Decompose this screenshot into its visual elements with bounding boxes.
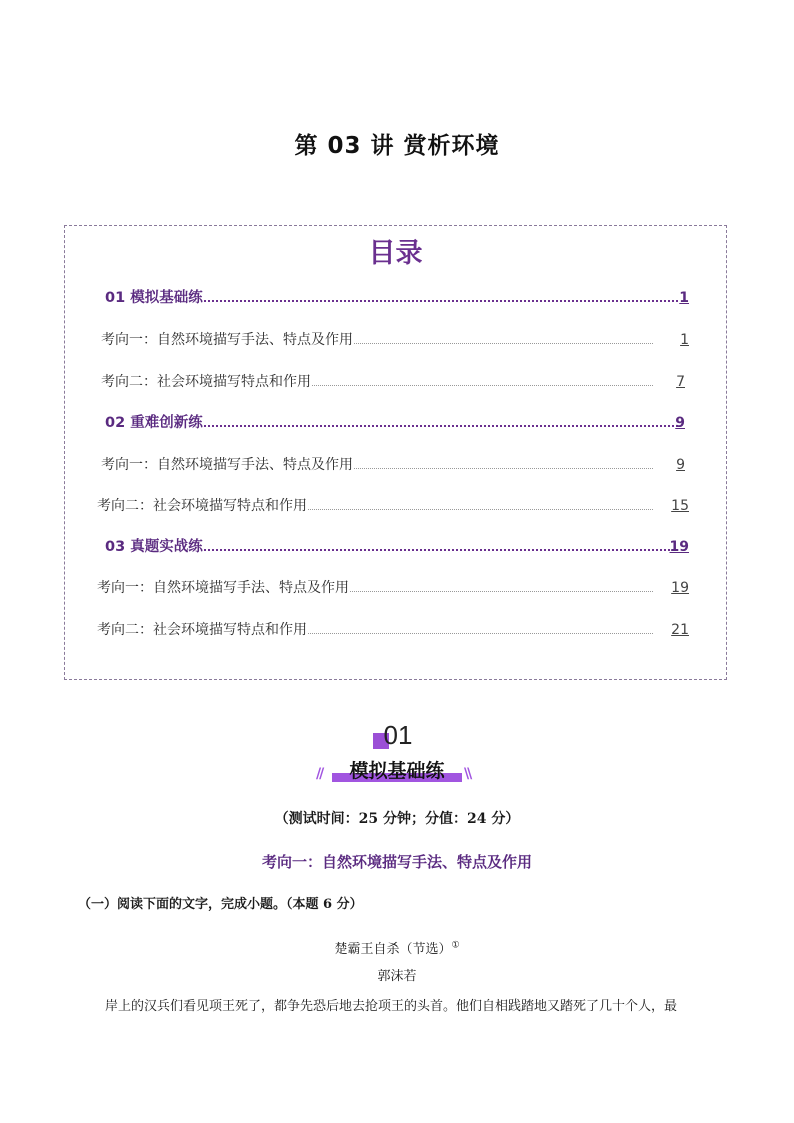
article-author: 郭沫若 [377, 969, 417, 984]
toc-leader [350, 591, 653, 592]
toc-leader [354, 343, 653, 344]
footnote-marker: ① [451, 940, 460, 951]
article-title-text: 楚霸王自杀（节选） [334, 942, 452, 957]
toc-label: 考向一：自然环境描写手法、特点及作用 [101, 332, 353, 348]
toc-row[interactable] [65, 371, 726, 393]
toc-row[interactable] [65, 287, 726, 309]
toc-row[interactable] [65, 577, 726, 599]
article-title [0, 938, 794, 957]
toc-heading: 目录 [368, 238, 423, 269]
toc-page-link[interactable]: 15 [671, 498, 689, 514]
toc-leader [354, 468, 653, 469]
toc-page-link[interactable]: 19 [669, 539, 689, 555]
toc-leader [308, 509, 653, 510]
toc-row[interactable] [65, 454, 726, 476]
test-info: （测试时间：25 分钟；分值：24 分） [274, 811, 520, 827]
toc-leader [312, 385, 653, 386]
toc-page-link[interactable]: 21 [671, 622, 689, 638]
toc-row[interactable] [65, 412, 726, 434]
toc-row[interactable] [65, 536, 726, 558]
slash-decoration-right: \\ [464, 766, 471, 782]
page-title: 第 03 讲 赏析环境 [294, 133, 500, 159]
toc-page-link[interactable]: 1 [679, 290, 689, 306]
toc-label: 考向二：社会环境描写特点和作用 [101, 374, 311, 390]
toc-label: 考向二：社会环境描写特点和作用 [97, 622, 307, 638]
toc-leader [204, 425, 678, 427]
toc-label: 考向一：自然环境描写手法、特点及作用 [101, 457, 353, 473]
toc-leader [204, 300, 678, 302]
section-number: 01 [383, 720, 413, 750]
section-title: 模拟基础练 [349, 760, 445, 782]
toc-page-link[interactable]: 7 [676, 374, 685, 390]
toc-row[interactable] [65, 619, 726, 641]
toc-row[interactable] [65, 329, 726, 351]
toc-page-link[interactable]: 9 [676, 457, 685, 473]
toc-label: 考向二：社会环境描写特点和作用 [97, 498, 307, 514]
toc-page-link[interactable]: 19 [671, 580, 689, 596]
toc-leader [308, 633, 653, 634]
question-instruction: （一）阅读下面的文字，完成小题。（本题 6 分） [78, 897, 363, 912]
table-of-contents [64, 225, 727, 680]
slash-decoration-left: // [316, 766, 323, 782]
toc-page-link[interactable]: 9 [675, 415, 685, 431]
toc-leader [204, 549, 678, 551]
toc-label: 01 模拟基础练 [105, 290, 203, 306]
toc-row[interactable] [65, 495, 726, 517]
toc-label: 02 重难创新练 [105, 415, 203, 431]
toc-page-link[interactable]: 1 [680, 332, 689, 348]
direction-title: 考向一：自然环境描写手法、特点及作用 [261, 853, 532, 871]
toc-label: 03 真题实战练 [105, 539, 203, 555]
toc-label: 考向一：自然环境描写手法、特点及作用 [97, 580, 349, 596]
article-body: 岸上的汉兵们看见项王死了，都争先恐后地去抢项王的头首。他们自相践踏地又踏死了几十个人，最 [105, 999, 678, 1014]
